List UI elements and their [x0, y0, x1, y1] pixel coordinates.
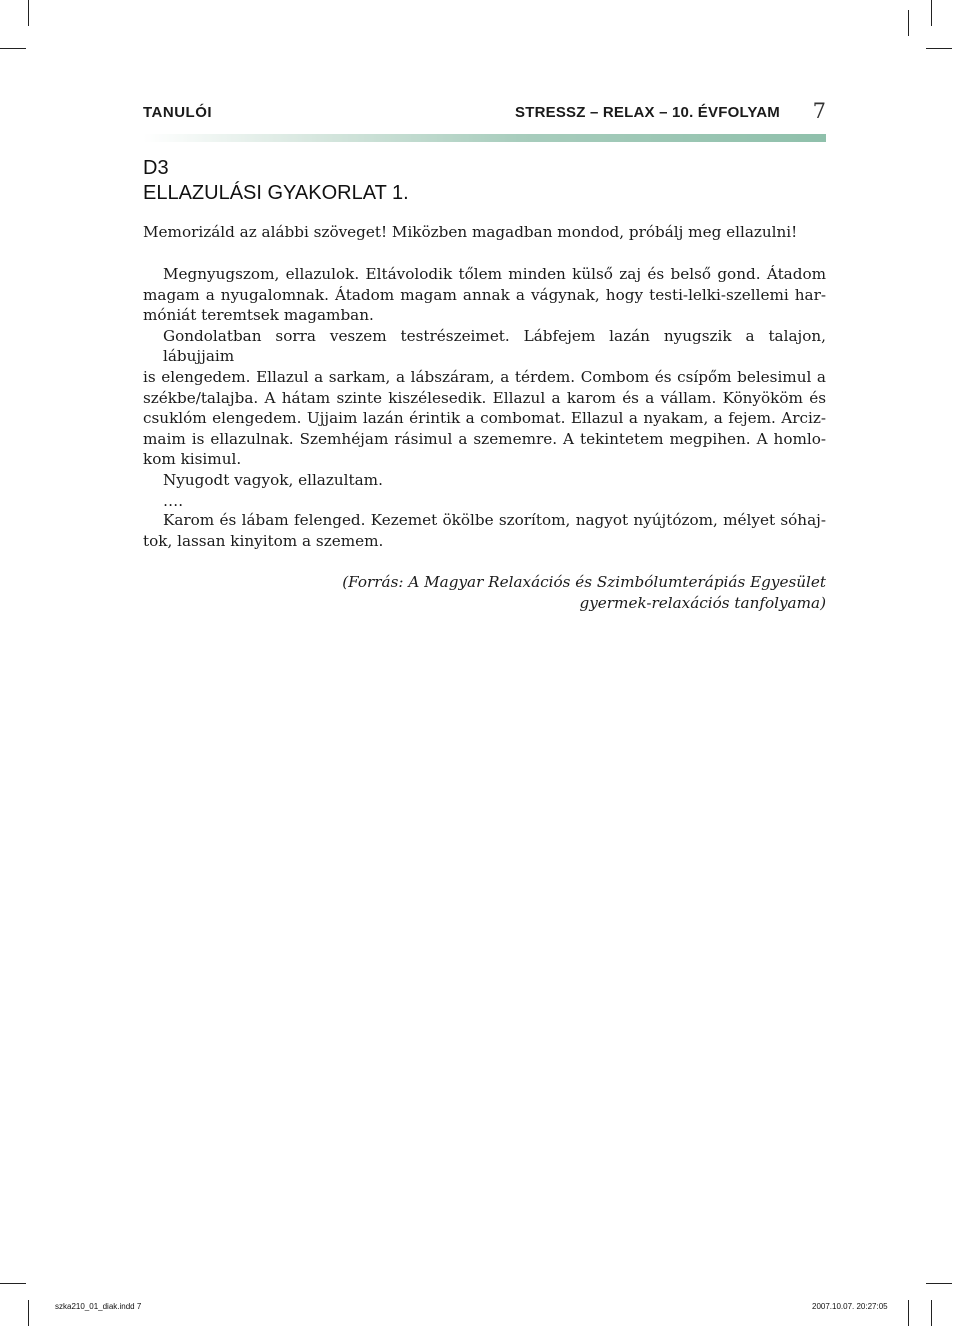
source-citation [342, 572, 826, 614]
crop-mark [931, 0, 932, 26]
slug-file-name: szka210_01_diak.indd 7 [55, 1302, 142, 1311]
text-line: Nyugodt vagyok, ellazultam. [163, 470, 383, 489]
text-line: maim is ellazulnak. Szemhéjam rásimul a szememre. A tekintetem megpihen. A homlo- [143, 429, 826, 448]
text-line: magam a nyugalomnak. Átadom magam annak a vágynak, hogy testi-lelki-szellemi har- [143, 285, 826, 304]
text-line: Karom és lábam felenged. Kezemet ökölbe szorítom, nagyot nyújtózom, mélyet sóhaj- [163, 511, 826, 529]
section-title: ELLAZULÁSI GYAKORLAT 1. [143, 182, 409, 204]
section-heading [143, 156, 409, 206]
text-line: kom kisimul. [143, 450, 242, 469]
slug-timestamp: 2007.10.07. 20:27:05 [812, 1302, 888, 1311]
crop-mark [931, 1300, 932, 1326]
text-line: móniát teremtsek magamban. [143, 306, 374, 325]
crop-mark [0, 1283, 26, 1284]
crop-mark [926, 48, 952, 49]
text-line: Megnyugszom, ellazulok. Eltávolodik tőlem minden külső zaj és belső gond. Átadom [163, 265, 826, 283]
crop-mark [926, 1283, 952, 1284]
header-right-label: STRESSZ – RELAX – 10. ÉVFOLYAM [515, 104, 780, 121]
intro-instruction [143, 222, 826, 243]
source-line: (Forrás: A Magyar Relaxációs és Szimbólumterápiás Egyesület [342, 573, 826, 591]
source-line: gyermek-relaxációs tanfolyama) [579, 594, 826, 612]
crop-mark [908, 1300, 909, 1326]
text-line: is elengedem. Ellazul a sarkam, a lábszáram, a térdem. Combom és csípőm belesimul a [143, 367, 826, 386]
text-line: székbe/talajba. A hátam szinte kiszélesedik. Ellazul a karom és a vállam. Könyököm és [143, 388, 826, 407]
text-line: Gondolatban sorra veszem testrészeimet. Lábfejem lazán nyugszik a talajon, lábujjaim [163, 326, 826, 366]
crop-mark [0, 48, 26, 49]
exercise-paragraph-1 [143, 264, 826, 511]
section-code: D3 [143, 157, 169, 179]
text-line: …. [163, 491, 184, 510]
exercise-paragraph-2 [143, 510, 826, 551]
header-left-label: TANULÓI [143, 104, 213, 121]
text-line: csuklóm elengedem. Ujjaim lazán érintik a combomat. Ellazul a nyakam, a fejem. Arciz- [143, 409, 826, 428]
crop-mark [908, 10, 909, 36]
crop-mark [28, 0, 29, 26]
intro-text: Memorizáld az alábbi szöveget! Miközben magadban mondod, próbálj meg ellazulni! [143, 223, 798, 241]
header-rule [143, 134, 826, 142]
running-header [143, 100, 826, 126]
crop-mark [28, 1300, 29, 1326]
page-number: 7 [812, 99, 826, 123]
text-line: tok, lassan kinyitom a szemem. [143, 531, 384, 550]
